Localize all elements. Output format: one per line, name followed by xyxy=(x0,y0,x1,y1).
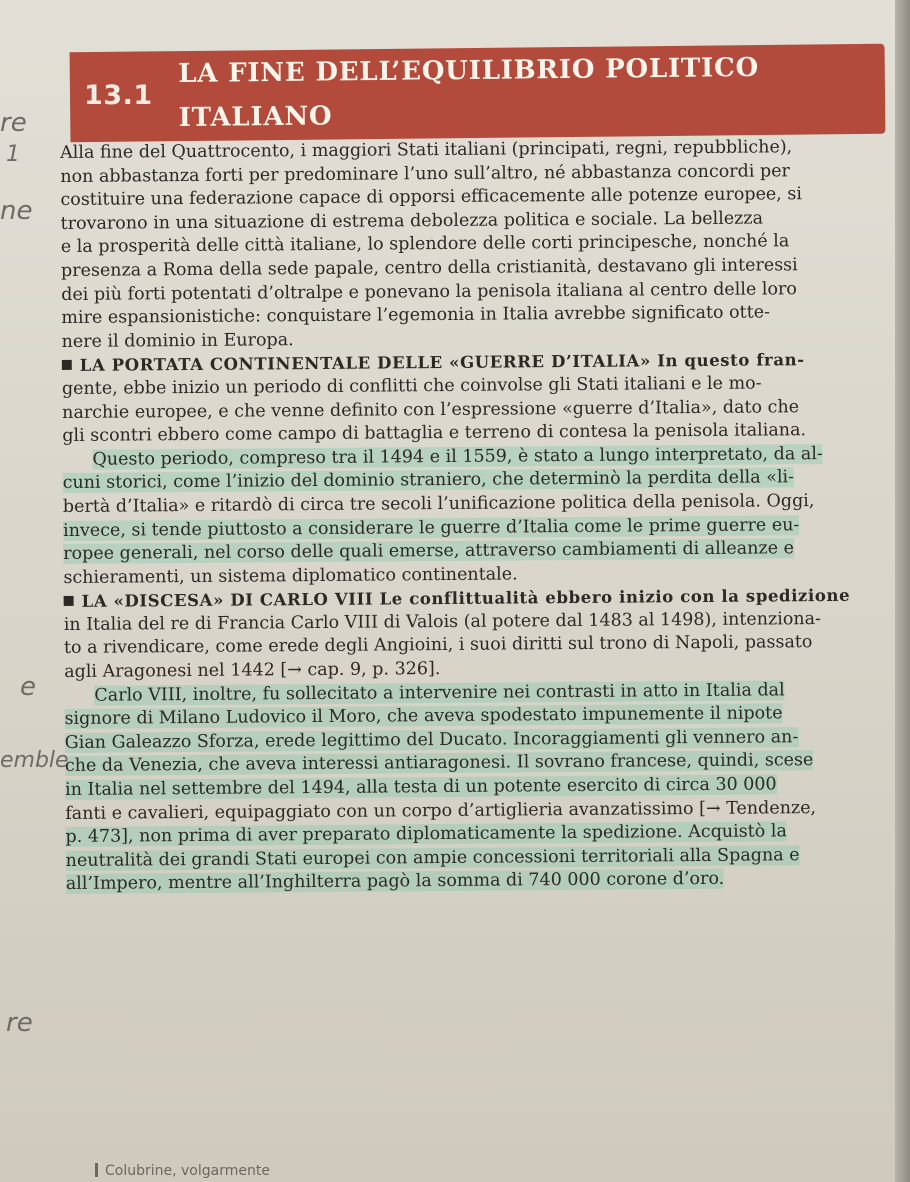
text-line: trovarono in una situazione di estrema debolezza politica e sociale. La bellezza xyxy=(60,208,764,234)
text-line: Alla fine del Quattrocento, i maggiori Stati italiani (principati, regni, repubbliche), xyxy=(60,137,793,163)
text-highlight: Gian Galeazzo Sforza, erede legittimo del Ducato. Incoraggiamenti gli vennero an- xyxy=(64,727,799,753)
section-title-line-1: LA FINE DELL’EQUILIBRIO POLITICO xyxy=(178,52,760,89)
text-highlight: che da Venezia, che aveva interessi antiaragonesi. Il sovrano francese, quindi, scese xyxy=(64,750,814,777)
text-line: e la prosperità delle città italiane, lo splendore delle corti principesche, nonché la xyxy=(60,231,790,258)
text-highlight: ropee generali, nel corso delle quali emerse, attraverso cambiamenti di alleanze e xyxy=(63,538,795,565)
margin-handwriting: ne xyxy=(0,196,33,226)
text-line: non abbastanza forti per predominare l’uno sull’altro, né abbastanza concordi per xyxy=(60,160,790,187)
text-line: mire espansionistiche: conquistare l’egemonia in Italia avrebbe significato otte- xyxy=(61,302,771,329)
text-line: in Italia del re di Francia Carlo VIII di Valois (al potere dal 1483 al 1498), intenziona- xyxy=(63,608,822,635)
section-number: 13.1 xyxy=(84,80,153,111)
text-line: to a rivendicare, come erede degli Angioini, i suoi diritti sul trono di Napoli, passato xyxy=(63,632,813,659)
subheading-carlo-viii: LA «DISCESA» DI CARLO VIII Le conflittualità ebbero inizio con la spedizione xyxy=(81,586,851,612)
text-highlight: neutralità dei grandi Stati europei con ampie concessioni territoriali alla Spagna e xyxy=(65,845,800,871)
subheading-guerre-ditalia: LA PORTATA CONTINENTALE DELLE «GUERRE D’ITALIA» In questo fran- xyxy=(79,350,805,376)
section-title xyxy=(178,45,859,140)
text-line: bertà d’Italia» e ritardò di circa tre secoli l’unificazione politica della penisola. Oggi, xyxy=(62,490,815,517)
text-line: dei più forti potentati d’oltralpe e ponevano la penisola italiana al centro delle loro xyxy=(61,278,797,305)
text-highlight: signore di Milano Ludovico il Moro, che aveva spodestato impunemente il nipote xyxy=(64,703,783,730)
text-line: costituire una federazione capace di opporsi efficacemente alle potenze europee, si xyxy=(60,184,803,211)
margin-handwriting: re xyxy=(0,108,27,138)
margin-handwriting: e xyxy=(20,672,36,702)
text-highlight: p. 473], non prima di aver preparato diplomaticamente la spedizione. Acquistò la xyxy=(65,821,787,848)
text-line: schieramenti, un sistema diplomatico continentale. xyxy=(63,564,518,588)
body-text xyxy=(60,135,895,897)
square-bullet-icon xyxy=(62,360,72,370)
text-highlight: in Italia nel settembre del 1494, alla testa di un potente esercito di circa 30 000 xyxy=(65,774,777,801)
margin-handwriting: emble xyxy=(0,748,69,773)
margin-handwriting: re xyxy=(6,1008,33,1038)
text-line: gente, ebbe inizio un periodo di conflitti che coinvolse gli Stati italiani e le mo- xyxy=(61,373,762,399)
text-highlight: Carlo VIII, inoltre, fu sollecitato a intervenire nei contrasti in atto in Italia dal xyxy=(94,679,785,706)
square-bullet-icon xyxy=(64,596,74,606)
text-highlight: invece, si tende piuttosto a considerare le guerre d’Italia come le prime guerre eu- xyxy=(62,514,800,541)
text-line: fanti e cavalieri, equipaggiato con un corpo d’artiglieria avanzatissimo [→ Tendenze, xyxy=(65,797,817,824)
text-line: nere il dominio in Europa. xyxy=(61,329,294,352)
margin-handwriting: 1 xyxy=(6,142,20,167)
text-line: agli Aragonesi nel 1442 [→ cap. 9, p. 326]. xyxy=(64,659,441,683)
text-highlight: Questo periodo, compreso tra il 1494 e il 1559, è stato a lungo interpretato, da al- xyxy=(92,443,823,470)
page-edge xyxy=(895,0,910,1182)
text-highlight: all’Impero, mentre all’Inghilterra pagò la somma di 740 000 corone d’oro. xyxy=(65,869,725,895)
text-highlight: cuni storici, come l’inizio del dominio straniero, che determinò la perdita della «li- xyxy=(62,467,795,494)
text-line: narchie europee, e che venne definito con l’espressione «guerre d’Italia», dato che xyxy=(62,396,800,423)
figure-caption: Colubrine, volgarmente xyxy=(95,1163,270,1179)
text-line: presenza a Roma della sede papale, centro della cristianità, destavano gli interessi xyxy=(60,255,798,281)
section-title-line-2: ITALIANO xyxy=(178,101,333,133)
text-line: gli scontri ebbero come campo di battaglia e terreno di contesa la penisola italiana. xyxy=(62,420,807,447)
